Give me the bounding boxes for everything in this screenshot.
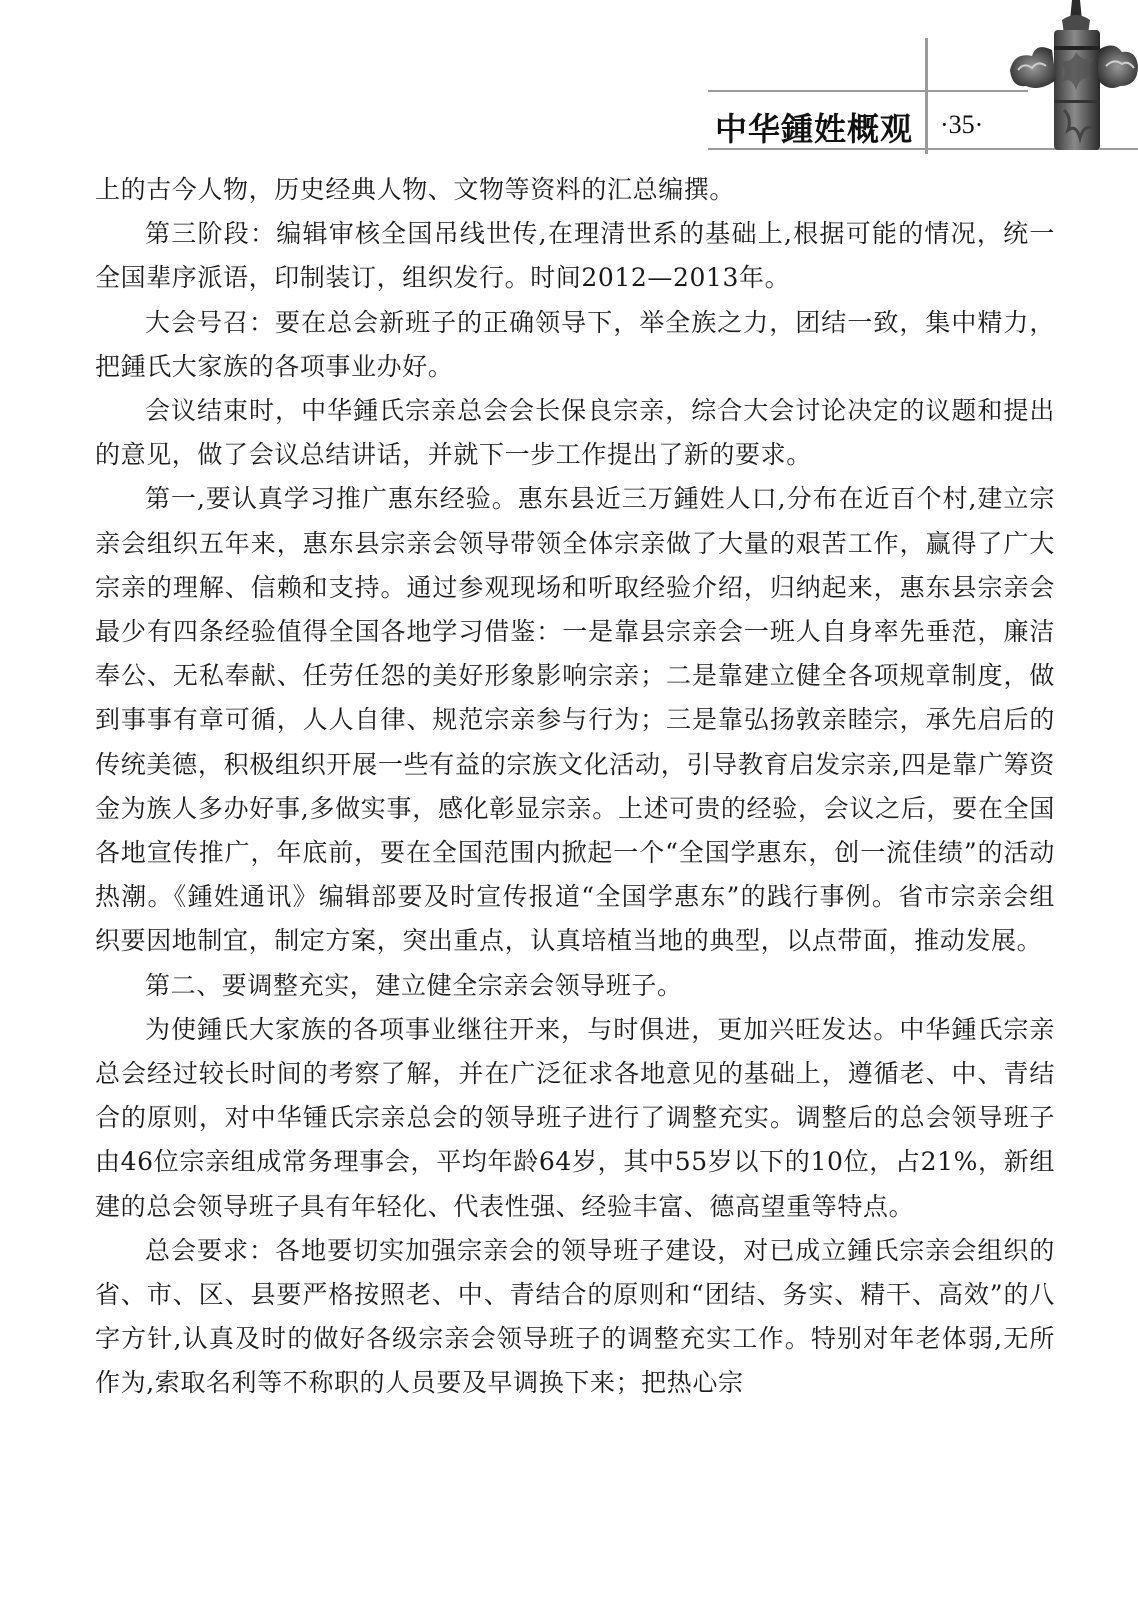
stone-pillar-ornament-icon	[1010, 0, 1138, 150]
paragraph-second-requirement-heading: 第二、要调整充实，建立健全宗亲会领导班子。	[145, 970, 683, 1000]
paragraph-assembly-call: 大会号召：要在总会新班子的正确领导下，举全族之力，团结一致，集中精力，把鍾氏大家族的各项事业办好。	[95, 307, 1055, 381]
paragraph-leadership-adjustment: 为使鍾氏大家族的各项事业继往开来，与时俱进，更加兴旺发达。中华鍾氏宗亲总会经过较长时间的考察了解，并在广泛征求各地意见的基础上，遵循老、中、青结合的原则，对中华锺氏宗亲总会的领导班子进行了调整充实。调整后的总会领导班子由46位宗亲组成常务理事会，平均年龄64岁，其中55岁以下的10位，占21%，新组建的总会领导班子具有年轻化、代表性强、经验丰富、德高望重等特点。	[95, 1014, 1055, 1221]
running-title: 中华鍾姓概观	[715, 110, 914, 148]
paragraph-stage-three: 第三阶段：编辑审核全国吊线世传,在理清世系的基础上,根据可能的情况，统一全国辈序派语，印制装订，组织发行。时间2012—2013年。	[95, 219, 1055, 293]
body-text	[95, 168, 1055, 1588]
paragraph-continued: 上的古今人物，历史经典人物、文物等资料的汇总编撰。	[95, 175, 736, 204]
header-rule-vertical	[925, 38, 928, 154]
paragraph-meeting-conclusion: 会议结束时，中华鍾氏宗亲总会会长保良宗亲，综合大会讨论决定的议题和提出的意见，做了会议总结讲话，并就下一步工作提出了新的要求。	[95, 396, 1055, 470]
paragraph-first-requirement: 第一,要认真学习推广惠东经验。惠东县近三万鍾姓人口,分布在近百个村,建立宗亲会组织五年来，惠东县宗亲会领导带领全体宗亲做了大量的艰苦工作，赢得了广大宗亲的理解、信赖和支持。通过参观现场和听取经验介绍，归纳起来，惠东县宗亲会最少有四条经验值得全国各地学习借鉴：一是靠县宗亲会一班人自身率先垂范，廉洁奉公、无私奉献、任劳任怨的美好形象影响宗亲；二是靠建立健全各项规章制度，做到事事有章可循，人人自律、规范宗亲参与行为；三是靠弘扬敦亲睦宗，承先启后的传统美德，积极组织开展一些有益的宗族文化活动，引导教育启发宗亲,四是靠广筹资金为族人多办好事,多做实事，感化彰显宗亲。上述可贵的经验，会议之后，要在全国各地宣传推广，年底前，要在全国范围内掀起一个“全国学惠东，创一流佳绩”的活动热潮。《鍾姓通讯》编辑部要及时宣传报道“全国学惠东”的践行事例。省市宗亲会组织要因地制宜，制定方案，突出重点，认真培植当地的典型，以点带面，推动发展。	[95, 484, 1055, 956]
page-number: ·35·	[940, 110, 984, 139]
header-rule-top	[708, 90, 1028, 92]
paragraph-general-requirements: 总会要求：各地要切实加强宗亲会的领导班子建设，对已成立鍾氏宗亲会组织的省、市、区、县要严格按照老、中、青结合的原则和“团结、务实、精干、高效”的八字方针,认真及时的做好各级宗亲会领导班子的调整充实工作。特别对年老体弱,无所作为,索取名利等不称职的人员要及早调换下来；把热心宗	[95, 1235, 1055, 1398]
